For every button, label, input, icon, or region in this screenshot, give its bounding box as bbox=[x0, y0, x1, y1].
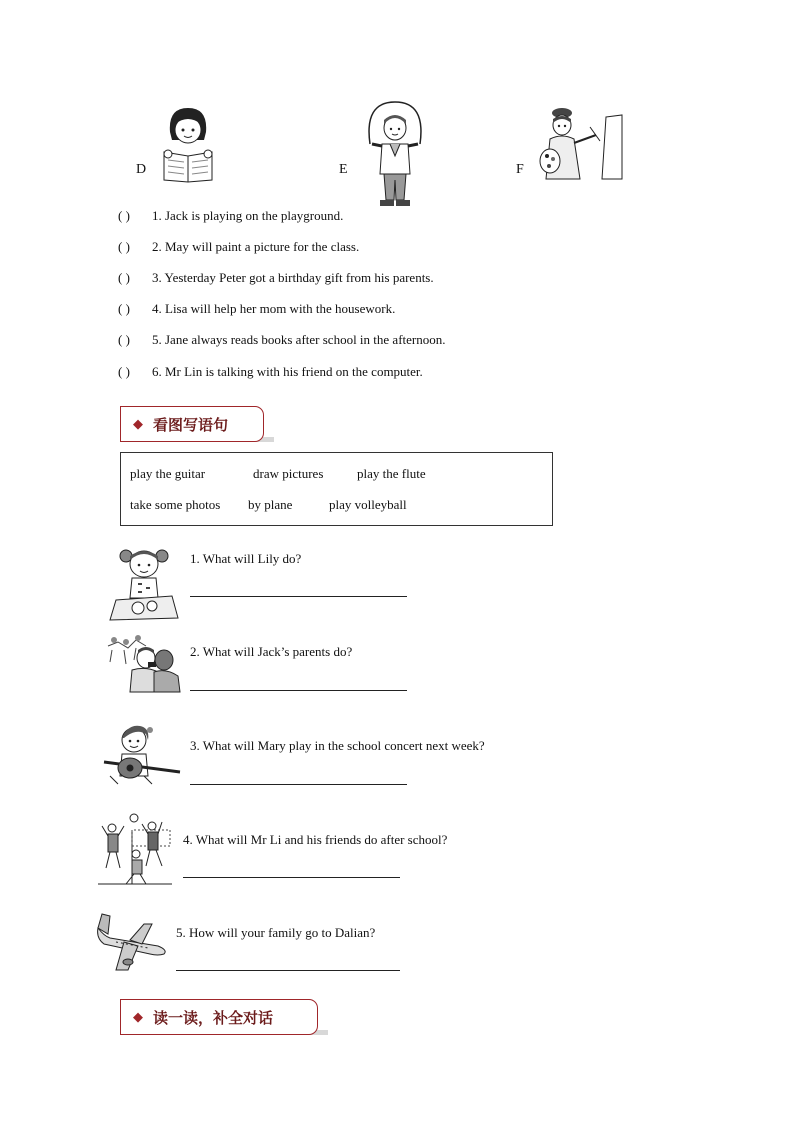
answer-line[interactable] bbox=[190, 784, 407, 785]
parents-taking-photos-illustration bbox=[106, 636, 182, 692]
answer-paren[interactable]: ( ) bbox=[118, 301, 130, 316]
question-text: 6. Mr Lin is talking with his friend on the computer. bbox=[152, 364, 423, 379]
matching-question bbox=[118, 208, 343, 224]
airplane-illustration bbox=[94, 912, 170, 974]
question-text: 4. Lisa will help her mom with the housework. bbox=[152, 301, 396, 316]
question-text: 5. Jane always reads books after school in the afternoon. bbox=[152, 332, 446, 347]
word-bank bbox=[120, 452, 553, 526]
diamond-icon: ◆ bbox=[133, 416, 143, 431]
answer-paren[interactable]: ( ) bbox=[118, 364, 130, 379]
picture-label-d: D bbox=[136, 162, 147, 177]
section-title: 读一读，补全对话 bbox=[153, 1008, 274, 1027]
writing-question: 3. What will Mary play in the school concert next week? bbox=[190, 738, 485, 753]
woman-painting-illustration bbox=[540, 103, 624, 181]
writing-question: 2. What will Jack’s parents do? bbox=[190, 644, 353, 659]
question-text: 2. May will paint a picture for the class. bbox=[152, 239, 360, 254]
matching-question bbox=[118, 364, 423, 380]
answer-paren[interactable]: ( ) bbox=[118, 332, 130, 347]
girl-drawing-illustration bbox=[108, 546, 180, 622]
word-bank-item: by plane bbox=[248, 497, 293, 512]
matching-question bbox=[118, 332, 446, 348]
answer-paren[interactable]: ( ) bbox=[118, 239, 130, 254]
word-bank-item: play the guitar bbox=[130, 466, 206, 481]
writing-question: 1. What will Lily do? bbox=[190, 551, 302, 566]
answer-line[interactable] bbox=[176, 970, 400, 971]
answer-paren[interactable]: ( ) bbox=[118, 208, 130, 223]
diamond-icon: ◆ bbox=[133, 1009, 143, 1024]
word-bank-item: play the flute bbox=[357, 466, 426, 481]
writing-question: 5. How will your family go to Dalian? bbox=[176, 925, 376, 940]
section-title: 看图写语句 bbox=[153, 415, 229, 434]
question-text: 1. Jack is playing on the playground. bbox=[152, 208, 344, 223]
section-header-write-sentences bbox=[120, 406, 264, 442]
word-bank-item: draw pictures bbox=[253, 466, 324, 481]
picture-label-e: E bbox=[339, 162, 348, 177]
answer-line[interactable] bbox=[190, 690, 407, 691]
matching-question bbox=[118, 301, 395, 317]
section-header-complete-dialogue bbox=[120, 999, 318, 1035]
boy-jumping-rope-illustration bbox=[362, 100, 428, 212]
girl-playing-guitar-illustration bbox=[100, 724, 182, 786]
answer-line[interactable] bbox=[183, 877, 400, 878]
word-bank-item: take some photos bbox=[130, 497, 221, 512]
matching-question bbox=[118, 270, 434, 286]
writing-question: 4. What will Mr Li and his friends do after school? bbox=[183, 832, 448, 847]
playing-volleyball-illustration bbox=[96, 812, 174, 886]
picture-label-f: F bbox=[516, 162, 524, 177]
girl-reading-illustration bbox=[160, 104, 216, 182]
question-text: 3. Yesterday Peter got a birthday gift from his parents. bbox=[152, 270, 434, 285]
answer-line[interactable] bbox=[190, 596, 407, 597]
answer-paren[interactable]: ( ) bbox=[118, 270, 130, 285]
matching-question bbox=[118, 239, 359, 255]
word-bank-item: play volleyball bbox=[329, 497, 407, 512]
